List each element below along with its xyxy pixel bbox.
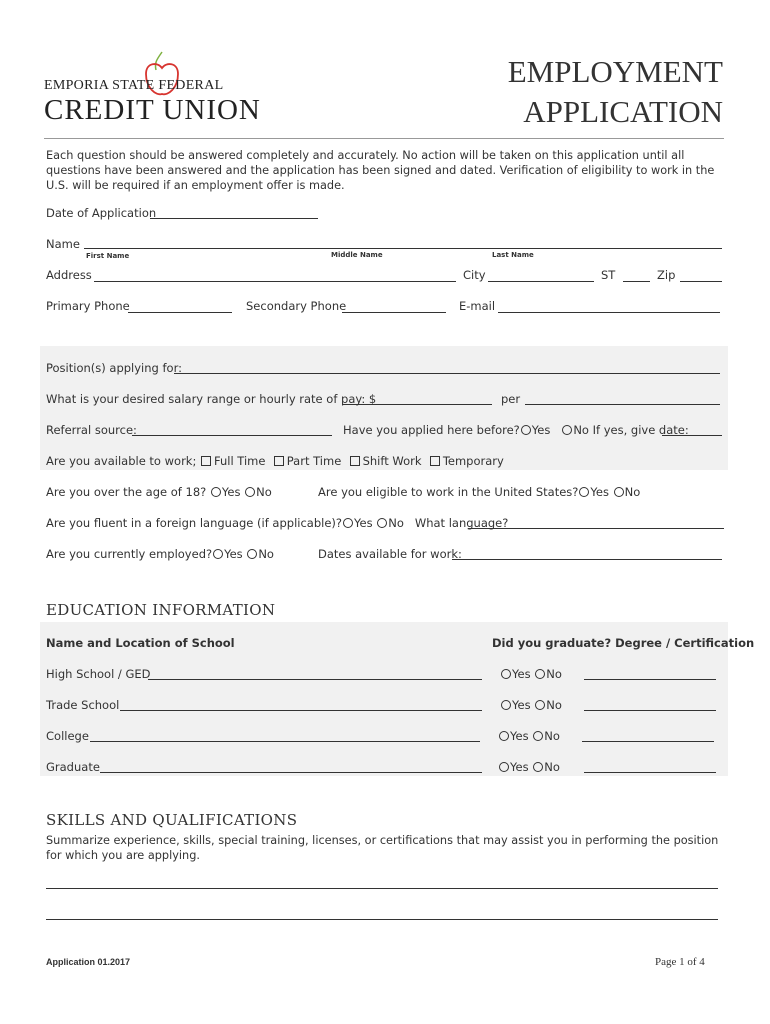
college-yes-radio[interactable] <box>499 731 509 741</box>
hs-no-label: No <box>546 667 562 681</box>
college-degree-field[interactable] <box>582 741 714 742</box>
name-field[interactable] <box>84 248 722 249</box>
available-label: Are you available to work; <box>46 454 197 468</box>
state-field[interactable] <box>623 281 650 282</box>
trade-no-label: No <box>546 698 562 712</box>
applied-yes-radio[interactable] <box>521 425 531 435</box>
fluent-label: Are you fluent in a foreign language (if applicable)? <box>46 516 342 530</box>
positions-field[interactable] <box>174 373 720 374</box>
employed-label: Are you currently employed? <box>46 547 213 561</box>
over18-no-radio[interactable] <box>245 487 255 497</box>
title-line-2: APPLICATION <box>523 94 723 129</box>
eligible-yes-label: Yes <box>590 485 609 499</box>
over18-no-label: No <box>256 485 272 499</box>
email-label: E-mail <box>459 299 496 313</box>
fluent-no-label: No <box>388 516 404 530</box>
trade-no-radio[interactable] <box>535 700 545 710</box>
full-time-label: Full Time <box>213 454 266 468</box>
trade-degree-field[interactable] <box>584 710 716 711</box>
title-line-1: EMPLOYMENT <box>507 54 723 89</box>
skills-line-1[interactable] <box>46 888 718 889</box>
per-label: per <box>501 392 521 406</box>
eligible-us-row <box>318 485 640 499</box>
dates-available-field[interactable] <box>452 559 722 560</box>
eligible-yes-radio[interactable] <box>579 487 589 497</box>
name-label: Name <box>46 237 80 251</box>
employed-yes-radio[interactable] <box>213 549 223 559</box>
applied-date-field[interactable] <box>662 435 722 436</box>
salary-field[interactable] <box>342 404 492 405</box>
hs-no-radio[interactable] <box>535 669 545 679</box>
eligible-no-radio[interactable] <box>614 487 624 497</box>
zip-field[interactable] <box>680 281 722 282</box>
trade-yes-label: Yes <box>512 698 531 712</box>
college-no-label: No <box>544 729 560 743</box>
secondary-phone-label: Secondary Phone <box>246 299 347 313</box>
employed-no-label: No <box>258 547 274 561</box>
employed-row <box>46 547 274 561</box>
fluent-row <box>46 516 508 530</box>
footer-version: Application 01.2017 <box>46 957 131 967</box>
edu-college-field[interactable] <box>90 741 480 742</box>
address-field[interactable] <box>94 281 456 282</box>
intro-text: Each question should be answered completely and accurately. No action will be taken on this application until all questions have been answered and the application has been signed and dated. Verification of eligibility to work in the U.S. will be required if an employment offer is made. <box>46 149 715 192</box>
per-field[interactable] <box>525 404 720 405</box>
skills-text: Summarize experience, skills, special training, licenses, or certifications that may assist you in performing the position for which you are applying. <box>46 834 719 862</box>
middle-name-caption: Middle Name <box>331 251 383 259</box>
applied-yes-label: Yes <box>531 423 551 437</box>
last-name-caption: Last Name <box>492 251 534 259</box>
logo-word-emporia: EMPORIA <box>44 78 109 93</box>
applied-no-radio[interactable] <box>562 425 572 435</box>
grad-degree-field[interactable] <box>584 772 716 773</box>
header-divider <box>44 138 724 139</box>
education-col-school: Name and Location of School <box>46 636 235 650</box>
edu-row-trade-label: Trade School <box>46 698 120 712</box>
hs-yes-radio[interactable] <box>501 669 511 679</box>
grad-no-label: No <box>544 760 560 774</box>
grad-no-radio[interactable] <box>533 762 543 772</box>
logo <box>44 48 274 130</box>
grad-yes-radio[interactable] <box>499 762 509 772</box>
primary-phone-field[interactable] <box>128 312 232 313</box>
referral-label: Referral source: <box>46 423 137 437</box>
date-field[interactable] <box>150 218 318 219</box>
edu-row-college-label: College <box>46 729 89 743</box>
shift-work-checkbox[interactable] <box>350 456 360 466</box>
date-label: Date of Application <box>46 206 157 220</box>
page-title <box>508 52 723 132</box>
footer-page-number: Page 1 of 4 <box>655 956 705 968</box>
dates-available-label: Dates available for work: <box>318 547 462 561</box>
city-field[interactable] <box>488 281 594 282</box>
edu-college-grad <box>498 729 560 743</box>
eligible-no-label: No <box>624 485 641 499</box>
temporary-label: Temporary <box>442 454 504 468</box>
employed-yes-label: Yes <box>224 547 243 561</box>
edu-trade-grad <box>500 698 562 712</box>
what-language-label: What language? <box>414 516 509 530</box>
over18-yes-label: Yes <box>221 485 241 499</box>
edu-graduate-field[interactable] <box>100 772 482 773</box>
eligible-us-label: Are you eligible to work in the United States? <box>318 485 579 499</box>
part-time-checkbox[interactable] <box>274 456 284 466</box>
employed-no-radio[interactable] <box>247 549 257 559</box>
full-time-checkbox[interactable] <box>201 456 211 466</box>
applied-before-label: Have you applied here before? <box>343 423 520 437</box>
availability-row <box>46 454 504 468</box>
edu-graduate-grad <box>498 760 560 774</box>
edu-high-school-field[interactable] <box>148 679 482 680</box>
applied-no-label: No <box>573 423 589 437</box>
logo-word-federal: FEDERAL <box>158 78 224 93</box>
address-label: Address <box>46 268 92 282</box>
logo-credit-union: CREDIT UNION <box>44 94 261 126</box>
skills-line-2[interactable] <box>46 919 718 920</box>
edu-trade-field[interactable] <box>120 710 482 711</box>
fluent-yes-radio[interactable] <box>343 518 353 528</box>
positions-label: Position(s) applying for: <box>46 361 182 375</box>
part-time-label: Part Time <box>286 454 342 468</box>
edu-high-school-grad <box>500 667 562 681</box>
temporary-checkbox[interactable] <box>430 456 440 466</box>
skills-title: SKILLS AND QUALIFICATIONS <box>46 811 298 829</box>
college-no-radio[interactable] <box>533 731 543 741</box>
secondary-phone-field[interactable] <box>342 312 446 313</box>
language-field[interactable] <box>468 528 724 529</box>
trade-yes-radio[interactable] <box>501 700 511 710</box>
hs-degree-field[interactable] <box>584 679 716 680</box>
over18-row <box>46 485 272 499</box>
state-label: ST <box>601 268 616 282</box>
email-field[interactable] <box>498 312 720 313</box>
education-title: EDUCATION INFORMATION <box>46 601 276 619</box>
city-label: City <box>463 268 486 282</box>
referral-field[interactable] <box>132 435 332 436</box>
fluent-no-radio[interactable] <box>377 518 387 528</box>
education-col-graduate: Did you graduate? Degree / Certification <box>492 636 755 650</box>
college-yes-label: Yes <box>510 729 529 743</box>
hs-yes-label: Yes <box>512 667 531 681</box>
edu-row-graduate-label: Graduate <box>46 760 100 774</box>
first-name-caption: First Name <box>86 252 130 260</box>
over18-label: Are you over the age of 18? <box>46 485 207 499</box>
if-yes-date-label: If yes, give date: <box>592 423 689 437</box>
primary-phone-label: Primary Phone <box>46 299 130 313</box>
edu-row-high-school-label: High School / GED <box>46 667 151 681</box>
fluent-yes-label: Yes <box>354 516 373 530</box>
salary-label: What is your desired salary range or hourly rate of pay: $ <box>46 392 377 406</box>
grad-yes-label: Yes <box>510 760 529 774</box>
applied-before-row <box>343 423 689 437</box>
shift-work-label: Shift Work <box>362 454 422 468</box>
over18-yes-radio[interactable] <box>211 487 221 497</box>
logo-word-state: STATE <box>112 78 155 93</box>
zip-label: Zip <box>657 268 676 282</box>
